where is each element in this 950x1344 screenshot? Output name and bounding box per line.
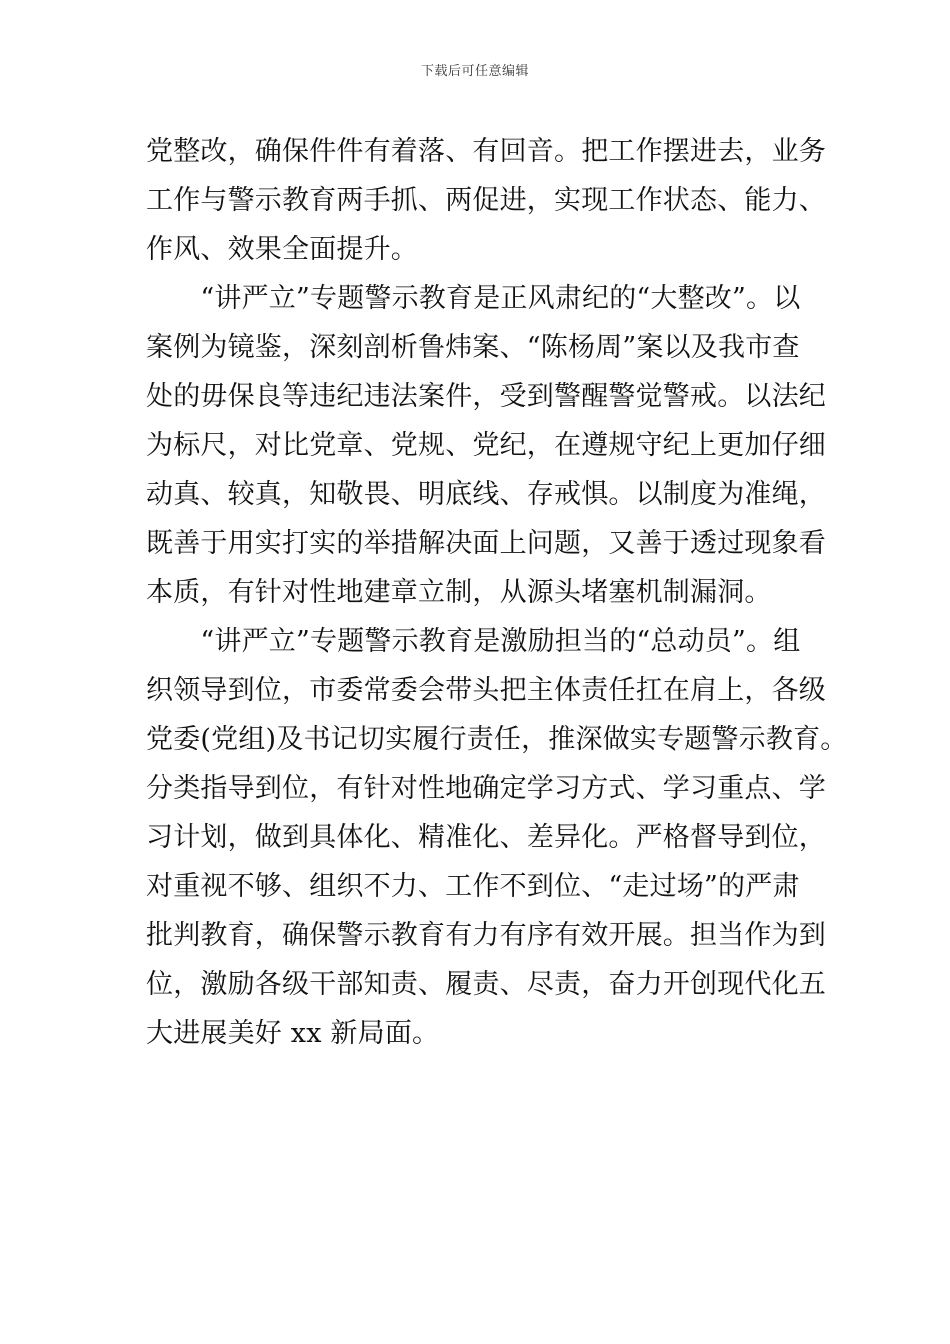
text-line: 大进展美好 xx 新局面。 [146,1018,440,1049]
text-line: 作风、效果全面提升。 [146,234,418,265]
text-line: 动真、较真，知敬畏、明底线、存戒惧。以制度为准绳， [146,479,826,510]
paragraph-3 [146,617,848,1058]
text-line: “讲严立”专题警示教育是正风肃纪的“大整改”。以 [146,283,801,314]
text-line: 工作与警示教育两手抓、两促进，实现工作状态、能力、 [146,185,826,216]
text-line: 织领导到位，市委常委会带头把主体责任扛在肩上，各级 [146,675,826,706]
paragraph-1 [146,127,826,274]
document-body [146,127,848,1058]
text-line: 批判教育，确保警示教育有力有序有效开展。担当作为到 [146,920,826,951]
text-line: 既善于用实打实的举措解决面上问题，又善于透过现象看 [146,528,826,559]
text-line: 位，激励各级干部知责、履责、尽责，奋力开创现代化五 [146,969,826,1000]
text-line: 党委(党组)及书记切实履行责任，推深做实专题警示教育。 [146,724,848,755]
text-line: “讲严立”专题警示教育是激励担当的“总动员”。组 [146,626,801,657]
page-header: 下载后可任意编辑 [420,64,529,79]
paragraph-2 [146,274,826,617]
text-line: 党整改，确保件件有着落、有回音。把工作摆进去，业务 [146,136,826,167]
text-line: 分类指导到位，有针对性地确定学习方式、学习重点、学 [146,773,826,804]
text-line: 案例为镜鉴，深刻剖析鲁炜案、“陈杨周”案以及我市查 [146,332,800,363]
text-line: 为标尺，对比党章、党规、党纪，在遵规守纪上更加仔细 [146,430,826,461]
text-line: 本质，有针对性地建章立制，从源头堵塞机制漏洞。 [146,577,772,608]
text-line: 习计划，做到具体化、精准化、差异化。严格督导到位， [146,822,826,853]
text-line: 处的毋保良等违纪违法案件，受到警醒警觉警戒。以法纪 [146,381,826,412]
text-line: 对重视不够、组织不力、工作不到位、“走过场”的严肃 [146,871,800,902]
